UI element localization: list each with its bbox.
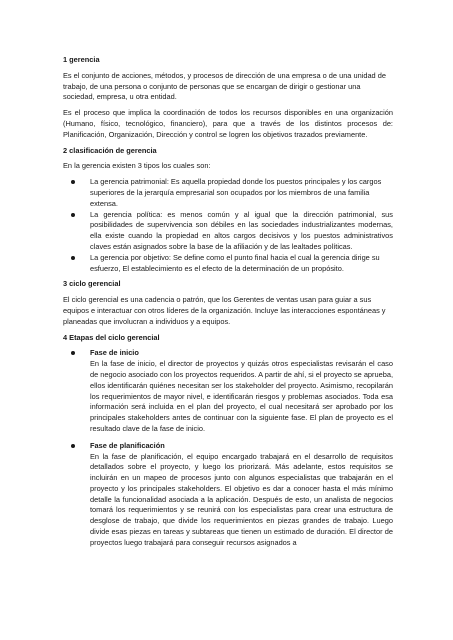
paragraph: En la gerencia existen 3 tipos los cuales son:: [63, 161, 211, 171]
phase-item: [63, 348, 393, 434]
phase-item: [63, 441, 393, 549]
section-heading-clasificacion: 2 clasificación de gerencia: [63, 145, 157, 155]
bullet-icon: [71, 180, 75, 184]
list-item-text: La gerencia por objetivo: Se define como el punto final hacia el cual la gerencia dirige su esfuerzo, El establecimiento es el efecto de la determinación de un propósito.: [90, 252, 380, 273]
bullet-list: [63, 177, 393, 274]
bullet-icon: [71, 256, 75, 260]
phase-list: [63, 348, 393, 548]
section-heading-ciclo: 3 ciclo gerencial: [63, 279, 121, 289]
list-item-text: La gerencia política: es menos común y al igual que la dirección patrimonial, sus posibilidades de supervivencia son débiles en las sociedades industrializantes modernas, ella existe cuando la propiedad en altos cargos decisivos y los puestos administrativos claves están asignados sobre la base de la afiliación y de las lealtades políticas.: [90, 209, 393, 251]
list-item: [63, 210, 393, 253]
bullet-icon: [71, 213, 75, 217]
phase-text: En la fase de inicio, el director de proyectos y quizás otros especialistas revisarán el caso de negocio asociado con los proyectos requeridos. A partir de ahí, si el proyecto se aprueba, ellos identificarán quiénes necesitan ser los stakeholder del proyecto. Asimismo, recopilarán los requerimientos de mayor nivel, e identificarán riesgos y problemas asociados. Toda esa información será incluida en el plan del proyecto, el cual necesitará ser aprobado por los principales stakeholders antes de continuar con la siguiente fase. El plan de proyecto es el resultado clave de la fase de inicio.: [90, 359, 393, 433]
section-heading-etapas: 4 Etapas del ciclo gerencial: [63, 332, 160, 342]
bullet-icon: [71, 351, 75, 355]
list-item-text: La gerencia patrimonial: Es aquella propiedad donde los puestos principales y los cargos superiores de la jerarquía empresarial son ocupados por los miembros de una familia extensa.: [90, 177, 382, 208]
paragraph: Es el proceso que implica la coordinación de todos los recursos disponibles en una organización (Humano, físico, tecnológico, financiero), para que a través de los distintos procesos de: Planificación, Organización, Dirección y control se logren los objetivos trazados previamente.: [63, 108, 393, 139]
paragraph: El ciclo gerencial es una cadencia o patrón, que los Gerentes de ventas usan para guiar a sus equipos e interactuar con otros líderes de la organización. Incluye las interacciones espontáneas y planeadas que involucran a individuos y a equipos.: [63, 295, 386, 326]
section-heading-gerencia: 1 gerencia: [63, 55, 100, 64]
list-item: [63, 177, 393, 209]
list-item: [63, 253, 393, 275]
paragraph: Es el conjunto de acciones, métodos, y procesos de dirección de una empresa o de una unidad de trabajo, de una persona o conjunto de personas que se encargan de dirigir o gestionar una sociedad, empresa, u otra entidad.: [63, 70, 386, 102]
phase-text: En la fase de planificación, el equipo encargado trabajará en el desarrollo de requisitos detallados sobre el proyecto, y luego los priorizará. Más adelante, estos requisitos se incluirán en un mapeo de procesos junto con algunos especialistas que trabajarán en el proyecto y los principales stakeholders. El objetivo es dar a conocer hasta el más mínimo detalle la funcionalidad asociada a la aplicación. Después de esto, un analista de negocios tomará los requerimientos y se reunirá con los especialistas para crear una estructura de desglose de trabajo, que divide los requerimientos en piezas grandes de trabajo. Luego divide esas piezas en tareas y subtareas que tienen un estimado de duración. El director de proyectos luego trabajará para conseguir recursos asignados a: [90, 451, 393, 547]
bullet-icon: [71, 444, 75, 448]
phase-title: Fase de inicio: [90, 348, 139, 358]
phase-title: Fase de planificación: [90, 440, 165, 450]
